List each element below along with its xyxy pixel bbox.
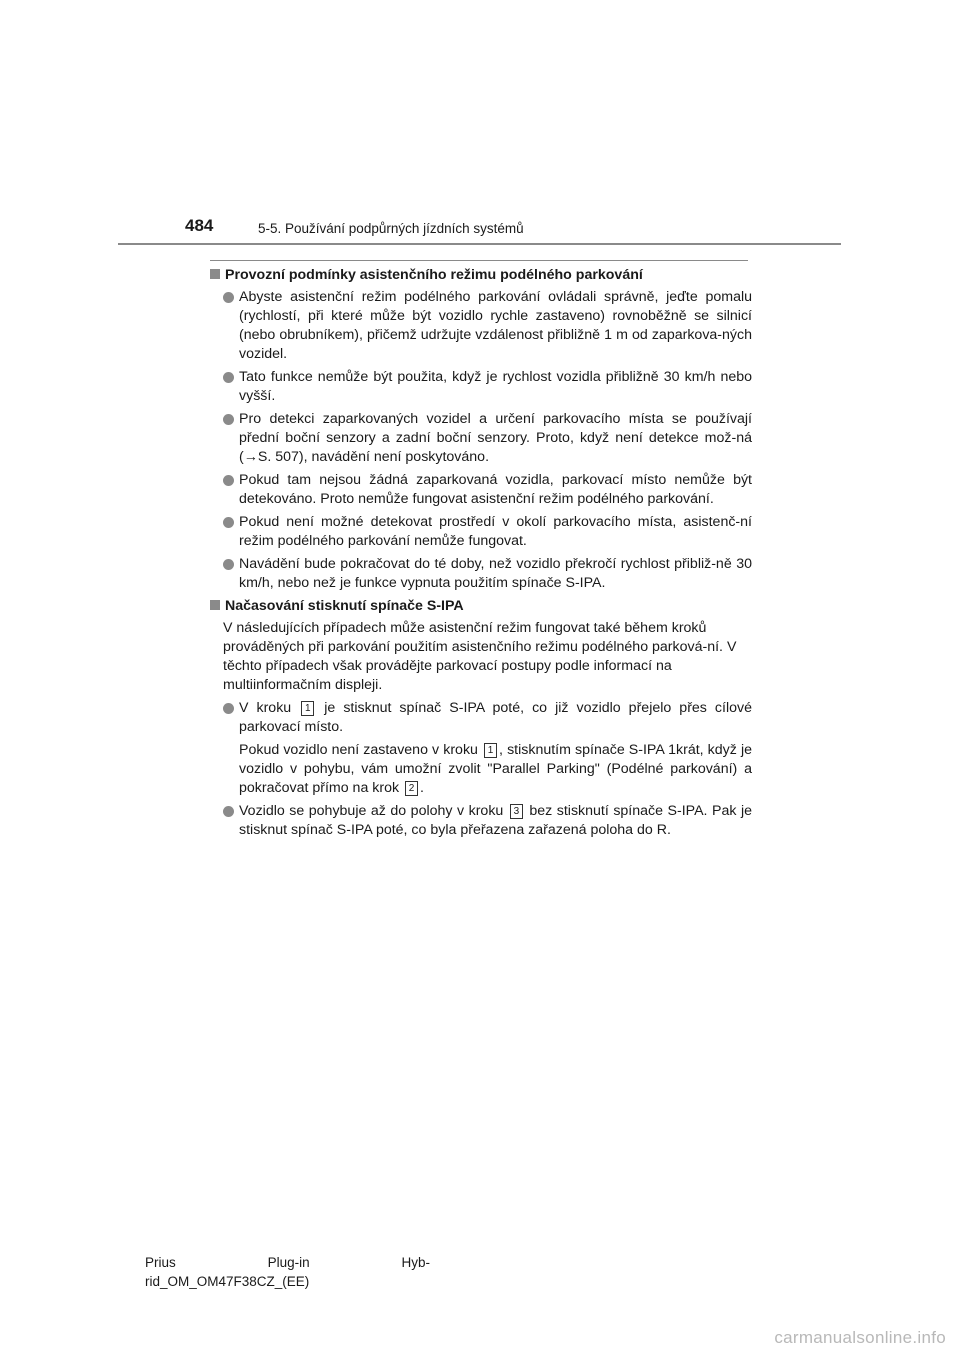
section-title: 5-5. Používání podpůrných jízdních systémů bbox=[258, 221, 524, 236]
step-number-badge: 2 bbox=[405, 781, 418, 796]
step-number-badge: 3 bbox=[510, 804, 523, 819]
header-rule bbox=[118, 243, 841, 245]
circle-bullet-icon bbox=[223, 559, 234, 570]
list-item: Abyste asistenční režim podélného parkování ovládali správně, jeďte pomalu (rychlostí, při které může být vozidlo rychle zastaveno) rovnoběžně se silnicí (nebo obrubníkem), přičemž udržujte vzdálenost přibližně 1 m od zaparkova-ných vozidel. bbox=[223, 288, 752, 364]
square-bullet-icon bbox=[210, 269, 220, 279]
list-item: Pokud není možné detekovat prostředí v okolí parkovacího místa, asistenč-ní režim podélného parkování nemůže fungovat. bbox=[223, 513, 752, 551]
sub-paragraph: Pokud vozidlo není zastaveno v kroku 1 , stisknutím spínače S-IPA 1krát, když je vozidlo v pohybu, vám umožní zvolit "Parallel Parking" (Podélné parkování) a pokračovat přímo na krok 2 . bbox=[239, 742, 752, 796]
circle-bullet-icon bbox=[223, 806, 234, 817]
circle-bullet-icon bbox=[223, 414, 234, 425]
list-item: Pokud tam nejsou žádná zaparkovaná vozidla, parkovací místo nemůže být detekováno. Proto nemůže fungovat asistenční režim podélného parkování. bbox=[223, 471, 752, 509]
list-item: Navádění bude pokračovat do té doby, než vozidlo překročí rychlost přibliž-ně 30 km/h, nebo než je funkce vypnuta použitím spínače S-IPA. bbox=[223, 555, 752, 593]
circle-bullet-icon bbox=[223, 475, 234, 486]
content-rule bbox=[210, 260, 748, 261]
page-content bbox=[210, 266, 752, 844]
intro-paragraph: V následujících případech může asistenční režim fungovat také během kroků prováděných při parkování použitím asistenčního režimu podélného parková-ní. V těchto případech však provádějte parkovací postupy podle informací na multiinformačním displeji. bbox=[223, 620, 737, 693]
list-item: Tato funkce nemůže být použita, když je rychlost vozidla přibližně 30 km/h nebo vyšší. bbox=[223, 368, 752, 406]
circle-bullet-icon bbox=[223, 372, 234, 383]
footer-line: rid_OM_OM47F38CZ_(EE) bbox=[145, 1274, 310, 1289]
circle-bullet-icon bbox=[223, 703, 234, 714]
step-number-badge: 1 bbox=[484, 743, 497, 758]
watermark-link[interactable]: carmanualsonline.info bbox=[774, 1328, 946, 1347]
section-heading: Provozní podmínky asistenčního režimu podélného parkování bbox=[210, 266, 752, 285]
section-heading: Načasování stisknutí spínače S-IPA bbox=[210, 597, 752, 616]
circle-bullet-icon bbox=[223, 517, 234, 528]
circle-bullet-icon bbox=[223, 292, 234, 303]
list-item: V kroku 1 je stisknut spínač S-IPA poté, co již vozidlo přejelo přes cílové parkovací místo. Pokud vozidlo není zastaveno v kroku 1 , stisknutím spínače S-IPA 1krát, když je vozidlo v pohybu, vám umožní zvolit "Parallel Parking" (Podélné parkování) a pokračovat přímo na krok 2 . bbox=[223, 699, 752, 798]
footer bbox=[145, 1253, 430, 1291]
page-number: 484 bbox=[185, 216, 214, 235]
square-bullet-icon bbox=[210, 600, 220, 610]
list-item: Pro detekci zaparkovaných vozidel a určení parkovacího místa se používají přední boční senzory a zadní boční senzory. Proto, když není detekce mož-ná (→S. 507), navádění není poskytováno. bbox=[223, 410, 752, 467]
list-item: Vozidlo se pohybuje až do polohy v kroku 3 bez stisknutí spínače S-IPA. Pak je stisknut spínač S-IPA poté, co byla přeřazena zařazená poloha do R. bbox=[223, 802, 752, 840]
step-number-badge: 1 bbox=[301, 701, 314, 716]
footer-line: Prius Plug-in Hyb- bbox=[145, 1255, 430, 1270]
